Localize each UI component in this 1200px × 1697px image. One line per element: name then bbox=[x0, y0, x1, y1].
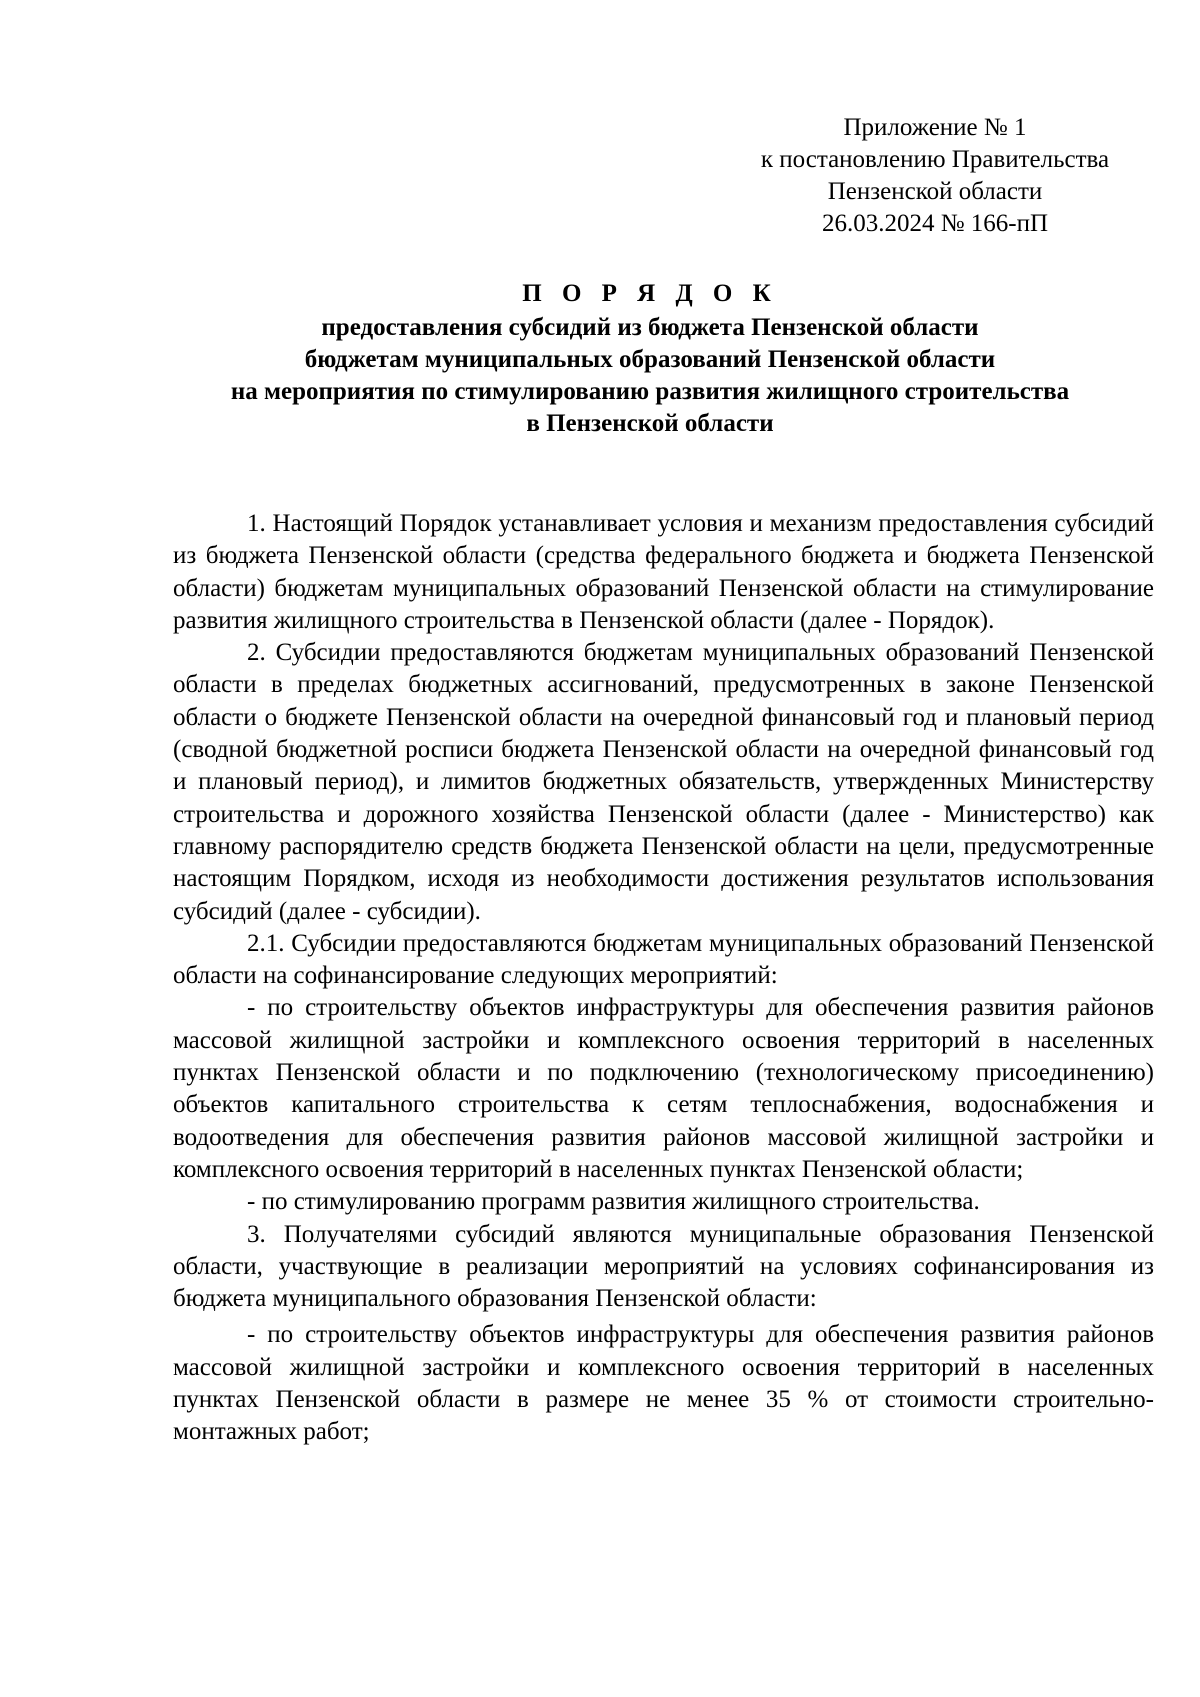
list-item-programs: - по стимулированию программ развития жилищного строительства. bbox=[247, 1188, 980, 1216]
title-main: П О Р Я Д О К bbox=[522, 280, 778, 307]
appendix-region: Пензенской области bbox=[827, 178, 1043, 205]
appendix-number: Приложение № 1 bbox=[843, 114, 1027, 141]
title-line-4: в Пензенской области bbox=[526, 410, 774, 437]
paragraph-2: 2. Субсидии предоставляются бюджетам муниципальных образований Пензенской области в пределах бюджетных ассигнований, предусмотренных в законе Пензенской области о бюджете Пензенской области на очередной финансовый год и плановый период (сводной бюджетной росписи бюджета Пензенской области на очередной финансовый год и плановый период), и лимитов бюджетных обязательств, утвержденных Министерству строительства и дорожного хозяйства Пензенской области (далее - Министерство) как главному распорядителю средств бюджета Пензенской области на цели, предусмотренные настоящим Порядком, исходя из необходимости достижения результатов использования субсидий (далее - субсидии). bbox=[173, 639, 1154, 925]
title-line-2: бюджетам муниципальных образований Пензенской области bbox=[304, 346, 996, 373]
appendix-reference: к постановлению Правительства bbox=[760, 146, 1110, 173]
paragraph-3: 3. Получателями субсидий являются муниципальные образования Пензенской области, участвующие в реализации мероприятий на условиях софинансирования из бюджета муниципального образования Пензенской области: bbox=[173, 1220, 1154, 1313]
appendix-header bbox=[700, 112, 1170, 240]
list-item-cofinancing: - по строительству объектов инфраструктуры для обеспечения развития районов массовой жилищной застройки и комплексного освоения территорий в населенных пунктах Пензенской области в размере не менее 35 % от стоимости строительно-монтажных работ; bbox=[173, 1321, 1154, 1446]
paragraph-1: 1. Настоящий Порядок устанавливает условия и механизм предоставления субсидий из бюджета Пензенской области (средства федерального бюджета и бюджета Пензенской области) бюджетам муниципальных образований Пензенской области на стимулирование развития жилищного строительства в Пензенской области (далее - Порядок). bbox=[173, 510, 1154, 634]
title-line-1: предоставления субсидий из бюджета Пензенской области bbox=[321, 314, 979, 341]
document-title bbox=[160, 278, 1140, 440]
document-body bbox=[173, 508, 1154, 1449]
title-line-3: на мероприятия по стимулированию развития жилищного строительства bbox=[230, 378, 1070, 405]
paragraph-2-1: 2.1. Субсидии предоставляются бюджетам муниципальных образований Пензенской области на софинансирование следующих мероприятий: bbox=[173, 929, 1154, 990]
list-item-infrastructure: - по строительству объектов инфраструктуры для обеспечения развития районов массовой жилищной застройки и комплексного освоения территорий в населенных пунктах Пензенской области и по подключению (технологическому присоединению) объектов капитального строительства к сетям теплоснабжения, водоснабжения и водоотведения для обеспечения развития районов массовой жилищной застройки и комплексного освоения территорий в населенных пунктах Пензенской области; bbox=[173, 994, 1154, 1183]
appendix-date-number: 26.03.2024 № 166-пП bbox=[821, 210, 1049, 237]
